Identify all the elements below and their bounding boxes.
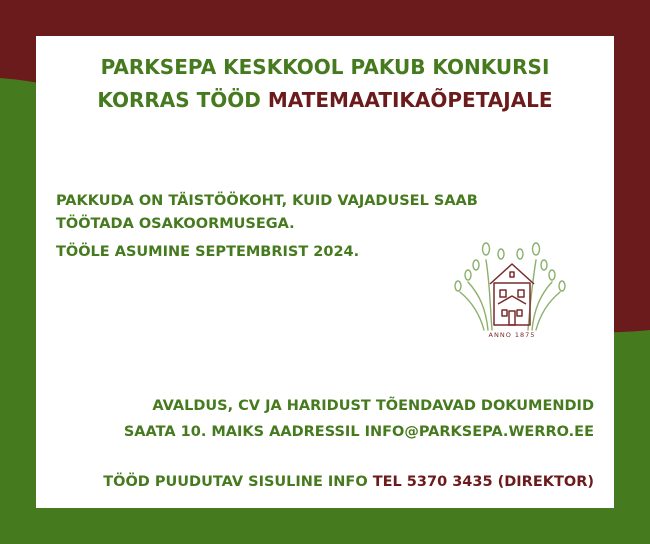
title-line-2 [36,86,614,115]
details-line-2: TÖÖTADA OSAKOORMUSEGA. [56,216,295,232]
announcement-card [36,36,614,508]
contact-line [103,470,594,495]
contact-phone: TEL 5370 3435 (DIREKTOR) [372,474,594,490]
contact-label: TÖÖD PUUDUTAV SISULINE INFO [103,474,373,490]
title-subject: MATEMAATIKAÕPETAJALE [267,88,553,112]
logo-text: ANNO 1875 [488,331,536,339]
school-house-with-trees-icon [446,240,574,340]
details-line-3: TÖÖLE ASUMINE SEPTEMBRIST 2024. [56,244,360,260]
title-line-1: PARKSEPA KESKKOOL PAKUB KONKURSI [100,55,550,79]
title-line-2-start: KORRAS TÖÖD [97,88,268,112]
details-line-1: PAKKUDA ON TÄISTÖÖKOHT, KUID VAJADUSEL SAAB [56,193,478,209]
application-line-1: AVALDUS, CV JA HARIDUST TÕENDAVAD DOKUMENDID [152,398,594,414]
application-line-2: SAATA 10. MAIKS AADRESSIL INFO@PARKSEPA.WERRO.EE [123,424,594,440]
